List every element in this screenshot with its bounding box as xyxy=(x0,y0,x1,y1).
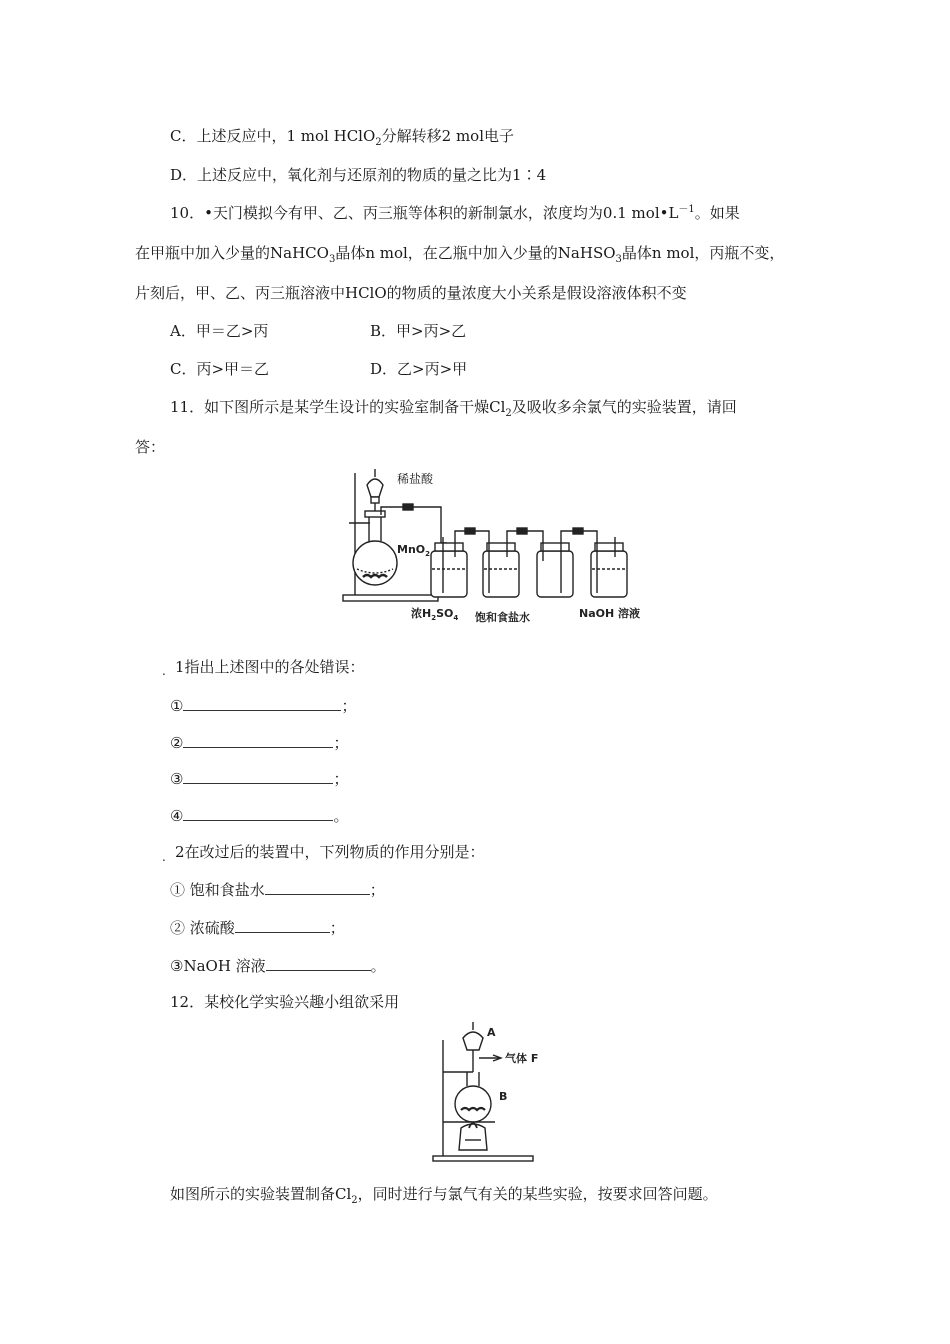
q11-line1-text: 11．如下图所示是某学生设计的实验室制备干燥Cl xyxy=(170,398,506,416)
q10-option-b: B．甲>丙>乙 xyxy=(370,322,467,340)
q9-option-d: D．上述反应中，氧化剂与还原剂的物质的量之比为1∶4 xyxy=(170,166,547,184)
label-mno2: MnO$_2$ xyxy=(397,543,431,558)
q11-stem-line1 xyxy=(170,397,737,417)
q10-option-a: A．甲＝乙>丙 xyxy=(170,322,269,340)
q12-line2-end: ，同时进行与氯气有关的某些实验，按要求回答问题。 xyxy=(357,1185,718,1203)
label-a: A xyxy=(487,1026,496,1039)
stand-base xyxy=(343,595,438,601)
subscript: 2 xyxy=(351,1195,358,1206)
q12-stem-line2 xyxy=(170,1184,718,1204)
answer-blank[interactable] xyxy=(183,732,333,748)
subscript: 3 xyxy=(328,254,336,265)
bottle-conc-h2so4 xyxy=(431,551,467,597)
answer-blank[interactable] xyxy=(235,917,330,933)
subscript: 2 xyxy=(375,137,382,148)
label-b: B xyxy=(499,1090,508,1103)
q12-stem-line1: 12．某校化学实验兴趣小组欲采用 xyxy=(170,993,400,1011)
q11-line1-end: 及吸收多余氯气的实验装置，请回 xyxy=(511,398,737,416)
q11-part1: 1指出上述图中的各处错误： xyxy=(175,658,365,676)
q9-option-c-text: C．上述反应中，1 mol HClO xyxy=(170,127,376,145)
answer-blank[interactable] xyxy=(183,768,333,784)
label-gas-f: 气体 F xyxy=(505,1052,539,1065)
q10-option-c: C．丙>甲＝乙 xyxy=(170,360,270,378)
label-saturated-brine: 饱和食盐水 xyxy=(475,611,530,624)
answer-blank[interactable] xyxy=(183,805,333,821)
label-dilute-hcl: 稀盐酸 xyxy=(397,472,434,486)
q10-line1-end: 。如果 xyxy=(694,204,740,222)
answer-blank[interactable] xyxy=(183,695,341,711)
bullet-dot: . xyxy=(162,850,166,864)
q10-line2-text-a: 在甲瓶中加入少量的NaHCO xyxy=(135,244,329,262)
round-bottom-flask xyxy=(353,541,397,585)
q11-apparatus-figure xyxy=(335,465,655,630)
q12-line2-text: 如图所示的实验装置制备Cl xyxy=(170,1185,352,1203)
q12-apparatus-figure xyxy=(425,1022,555,1164)
q9-option-c-text-end: 分解转移2 mol电子 xyxy=(381,127,515,145)
answer-blank[interactable] xyxy=(265,879,370,895)
q10-stem-line2 xyxy=(135,243,784,263)
q11-role-h2so4: ② 浓硫酸 ； xyxy=(170,919,345,937)
q9-option-c xyxy=(170,126,514,146)
q10-line1-text: 10．•天门模拟今有甲、乙、丙三瓶等体积的新制氯水，浓度均为0.1 mol•L xyxy=(170,204,679,222)
label-conc-h2so4: 浓$H_2SO_4$ xyxy=(411,607,459,622)
label-naoh-solution: NaOH 溶液 xyxy=(579,607,641,620)
alcohol-lamp xyxy=(459,1124,487,1150)
q11-error-2: ② ； xyxy=(170,734,349,752)
q11-stem-line2: 答： xyxy=(135,438,166,456)
superscript: －1 xyxy=(678,204,695,215)
q11-error-3: ③ ； xyxy=(170,770,349,788)
q11-part2: 2在改过后的装置中，下列物质的作用分别是： xyxy=(175,843,485,861)
q11-role-brine: ① 饱和食盐水 ； xyxy=(170,881,385,899)
stand-base xyxy=(433,1156,533,1161)
separatory-funnel-a xyxy=(463,1032,483,1050)
q11-error-4: ④ 。 xyxy=(170,807,349,825)
q10-line2-text-c: 晶体n mol，在乙瓶中加入少量的NaHSO xyxy=(335,244,616,262)
q11-error-1: ① ； xyxy=(170,697,357,715)
q10-line2-text-e: 晶体n mol，丙瓶不变， xyxy=(621,244,785,262)
q10-stem-line1 xyxy=(170,203,740,223)
round-bottom-flask-b xyxy=(455,1086,491,1122)
separatory-funnel xyxy=(367,479,383,497)
q11-role-naoh: ③NaOH 溶液 。 xyxy=(170,957,386,975)
subscript: 3 xyxy=(615,254,622,265)
subscript: 2 xyxy=(505,408,512,419)
q10-option-d: D．乙>丙>甲 xyxy=(370,360,468,378)
answer-blank[interactable] xyxy=(266,955,371,971)
q10-stem-line3: 片刻后，甲、乙、丙三瓶溶液中HClO的物质的量浓度大小关系是假设溶液体积不变 xyxy=(135,284,687,302)
bullet-dot: . xyxy=(162,664,166,678)
delivery-tube xyxy=(381,507,447,543)
